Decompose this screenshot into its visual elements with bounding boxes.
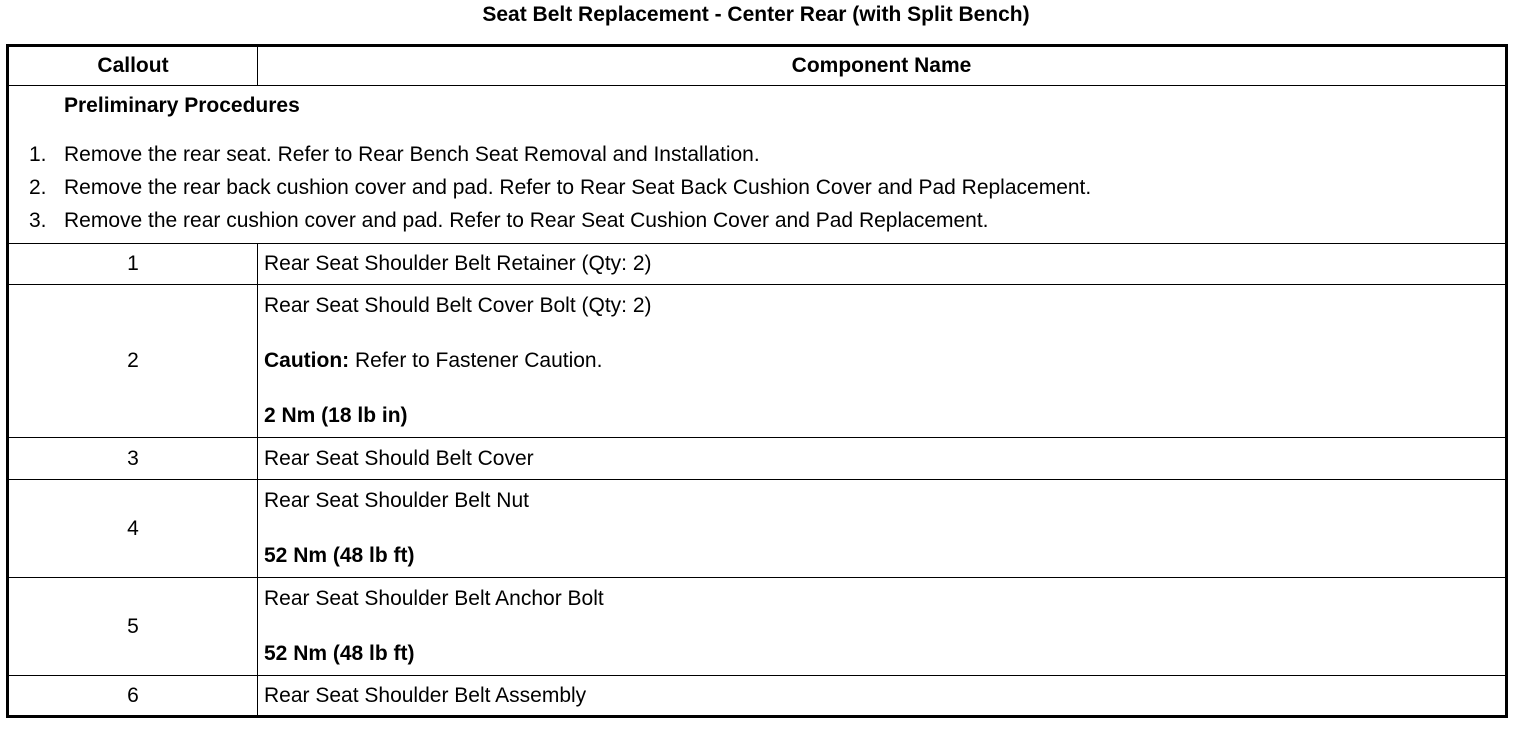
preliminary-heading: Preliminary Procedures — [64, 94, 300, 117]
component-cell — [258, 676, 1507, 717]
callout-cell: 3 — [8, 438, 258, 480]
preliminary-procedures — [8, 86, 1507, 244]
step-number: 3. — [29, 209, 47, 232]
page-title: Seat Belt Replacement - Center Rear (with Split Bench) — [482, 3, 1030, 26]
step-text: Remove the rear cushion cover and pad. Refer to Rear Seat Cushion Cover and Pad Replacement. — [64, 209, 989, 232]
torque-spec: 2 Nm (18 lb in) — [264, 404, 408, 427]
callout-cell: 4 — [8, 480, 258, 578]
caution-text: Refer to Fastener Caution. — [349, 349, 603, 372]
component-name: Rear Seat Shoulder Belt Anchor Bolt — [264, 587, 604, 610]
procedure-step — [29, 171, 1499, 204]
table-row — [8, 438, 1507, 480]
component-column-header: Component Name — [258, 46, 1507, 86]
callout-column-header: Callout — [8, 46, 258, 86]
step-number: 1. — [29, 143, 47, 166]
component-cell — [258, 578, 1507, 676]
callout-cell: 2 — [8, 285, 258, 438]
component-name: Rear Seat Shoulder Belt Assembly — [264, 683, 587, 707]
component-cell — [258, 480, 1507, 578]
callout-cell: 1 — [8, 244, 258, 285]
table-row — [8, 244, 1507, 285]
component-cell — [258, 438, 1507, 480]
caution-label: Caution: — [264, 349, 350, 372]
table-header-row — [8, 46, 1507, 86]
torque-spec: 52 Nm (48 lb ft) — [264, 642, 415, 665]
caution-note — [264, 349, 1499, 373]
step-number: 2. — [29, 176, 47, 199]
component-cell — [258, 244, 1507, 285]
table-row — [8, 676, 1507, 717]
component-name: Rear Seat Shoulder Belt Retainer (Qty: 2) — [264, 252, 652, 275]
parts-table — [6, 44, 1508, 718]
table-row — [8, 480, 1507, 578]
callout-cell: 5 — [8, 578, 258, 676]
table-row — [8, 285, 1507, 438]
component-name: Rear Seat Shoulder Belt Nut — [264, 489, 529, 512]
torque-spec: 52 Nm (48 lb ft) — [264, 544, 415, 567]
component-name: Rear Seat Should Belt Cover Bolt (Qty: 2) — [264, 294, 652, 317]
procedure-step — [29, 138, 1499, 171]
table-row — [8, 578, 1507, 676]
step-text: Remove the rear back cushion cover and pad. Refer to Rear Seat Back Cushion Cover and Pad Replacement. — [64, 176, 1092, 199]
callout-cell: 6 — [8, 676, 258, 717]
component-cell — [258, 285, 1507, 438]
procedure-step — [29, 204, 1499, 237]
step-text: Remove the rear seat. Refer to Rear Bench Seat Removal and Installation. — [64, 143, 760, 166]
component-name: Rear Seat Should Belt Cover — [264, 446, 534, 470]
preliminary-procedures-row — [8, 86, 1507, 244]
